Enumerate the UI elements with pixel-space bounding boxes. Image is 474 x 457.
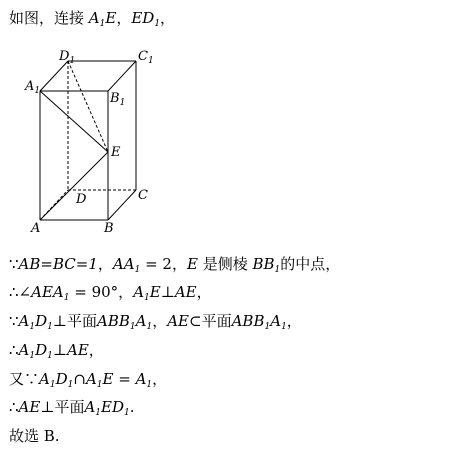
- hidden-edge-a-d: [40, 190, 68, 220]
- subscript: 1: [129, 322, 136, 332]
- subscript: 1: [29, 351, 36, 361]
- intro-seg1: A: [88, 9, 100, 27]
- solution-line-6: [9, 397, 135, 423]
- because-symbol: ∵: [9, 312, 19, 330]
- label-d: D: [76, 192, 87, 207]
- answer-text: 故选 B.: [9, 427, 60, 445]
- intro-suffix: ，: [160, 9, 176, 27]
- text: .: [129, 398, 135, 416]
- intro-seg1-sub: 1: [99, 19, 106, 29]
- subscript: 1: [47, 322, 53, 332]
- subscript: 1: [274, 265, 281, 275]
- segment-ae: AE: [18, 398, 41, 416]
- point-d1: D: [35, 341, 48, 359]
- subscript: 1: [95, 408, 102, 418]
- label-a: A: [31, 221, 41, 236]
- intersection-result: E = A: [102, 370, 147, 388]
- point-a1: A: [18, 341, 30, 359]
- separator: ，: [97, 255, 113, 273]
- therefore-symbol: ∴: [9, 398, 19, 416]
- plane-a1: A: [135, 312, 147, 330]
- perp-plane-text: ⊥平面: [40, 398, 85, 416]
- subscript: 1: [134, 265, 141, 275]
- intro-seg2-sub: 1: [154, 19, 161, 29]
- label-c1: $C_1$: [138, 49, 154, 66]
- subscript: 1: [264, 322, 271, 332]
- text: ，: [152, 370, 168, 388]
- text: ，: [196, 283, 212, 301]
- point-a1: A: [133, 283, 145, 301]
- solution-line-5: [9, 369, 167, 395]
- segment-ae: AE: [167, 312, 190, 330]
- segment-a1-e: [40, 91, 108, 152]
- separator: ，: [118, 283, 134, 301]
- label-d1: $D_1$: [59, 49, 76, 66]
- because-symbol: ∵: [9, 255, 19, 273]
- prism-figure: [22, 48, 172, 236]
- label-e: E: [111, 145, 121, 160]
- plane-abb1: ABB: [97, 312, 130, 330]
- therefore-symbol: ∴: [9, 283, 19, 301]
- subscript: 1: [146, 380, 153, 390]
- intro-sep: ，: [116, 9, 132, 27]
- solution-line-1: [9, 254, 340, 280]
- point-a1: A: [18, 312, 30, 330]
- label-c: C: [138, 188, 148, 203]
- text: ，: [286, 312, 302, 330]
- label-a1: $A_1$: [25, 79, 41, 96]
- perp-plane-text: ⊥平面: [52, 312, 97, 330]
- edge-a1-d1: [40, 61, 68, 91]
- subscript: 1: [281, 322, 287, 332]
- point-a1: A: [84, 398, 96, 416]
- segment-ed1: ED: [101, 398, 125, 416]
- point-e: E: [186, 255, 198, 273]
- therefore-symbol: ∴: [9, 341, 19, 359]
- edge-b-c: [108, 190, 136, 220]
- intro-line: [9, 8, 175, 34]
- subscript: 1: [96, 380, 103, 390]
- point-d1: D: [35, 312, 48, 330]
- perp-statement: E⊥AE: [149, 283, 197, 301]
- intro-seg2: ED: [131, 9, 155, 27]
- subscript: 1: [144, 293, 150, 303]
- subscript: 1: [146, 322, 153, 332]
- edge-bb1: BB: [252, 255, 275, 273]
- subscript: 1: [49, 380, 56, 390]
- text: ，: [88, 341, 104, 359]
- solution-line-3: [9, 311, 302, 337]
- plane-a1: A: [270, 312, 282, 330]
- solution-line-7: [9, 426, 60, 446]
- intersection-symbol: ∩: [73, 370, 86, 388]
- subscript: 1: [47, 351, 53, 361]
- intro-prefix: 如图，连接: [9, 9, 89, 27]
- intro-seg1-end: E: [105, 9, 117, 27]
- given-ab-bc: AB=BC=1: [18, 255, 98, 273]
- solution-line-2: [9, 282, 212, 308]
- angle-aea1: ∠AEA: [18, 283, 64, 301]
- segment-a-e: [40, 152, 108, 220]
- subset-plane-text: ⊂平面: [189, 312, 232, 330]
- also-because: 又∵: [9, 370, 40, 388]
- point-d1: D: [55, 370, 68, 388]
- subscript: 1: [63, 293, 70, 303]
- text: 是侧棱: [197, 255, 253, 273]
- point-a1: A: [39, 370, 50, 388]
- angle-value: = 90°: [69, 283, 119, 301]
- separator: ，: [152, 312, 168, 330]
- given-aa1: AA: [112, 255, 135, 273]
- edge-b1-c1: [108, 61, 136, 91]
- subscript: 1: [67, 380, 74, 390]
- given-aa1-value: = 2: [140, 255, 172, 273]
- text: 的中点，: [280, 255, 341, 273]
- subscript: 1: [124, 408, 130, 418]
- subscript: 1: [29, 322, 36, 332]
- plane-abb1: ABB: [231, 312, 265, 330]
- dashed-segment-d1-e: [68, 61, 108, 152]
- label-b1: $B_1$: [110, 91, 126, 108]
- label-b: B: [104, 221, 114, 236]
- perp-statement: ⊥AE: [52, 341, 89, 359]
- solution-line-4: [9, 340, 104, 366]
- separator: ，: [171, 255, 187, 273]
- point-a1: A: [85, 370, 97, 388]
